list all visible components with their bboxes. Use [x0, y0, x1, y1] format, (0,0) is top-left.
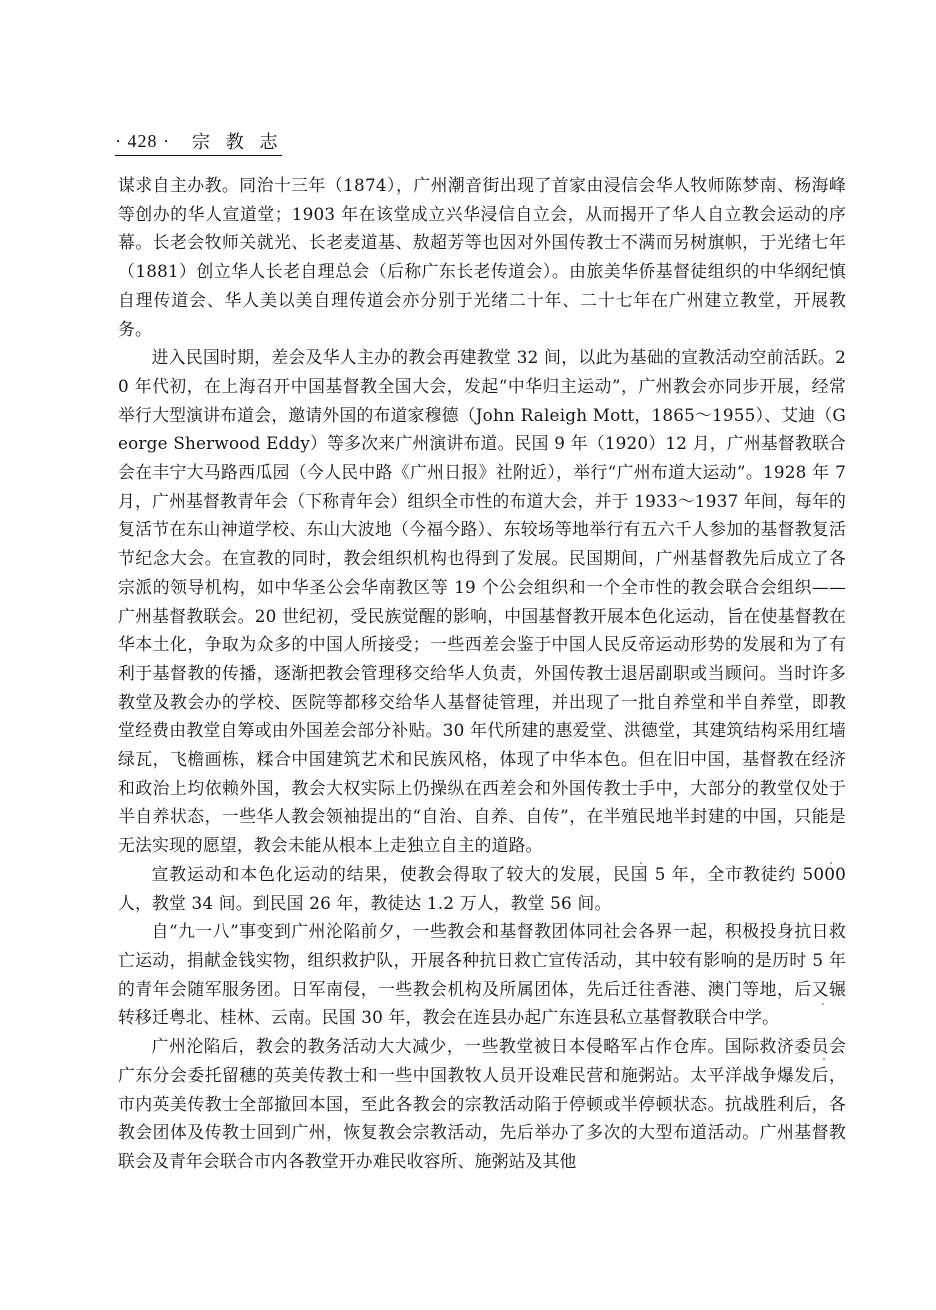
paragraph-growth-results: 宣教运动和本色化运动的结果，使教会得取了较大的发展，民国 5 年，全市教徒约 5000 人，教堂 34 间。到民国 26 年，教徒达 1.2 万人，教堂 56 间。 — [118, 863, 846, 913]
paragraph-continuation: 谋求自主办教。同治十三年（1874），广州潮音街出现了首家由浸信会华人牧师陈梦南、杨海峰等创办的华人宣道堂；1903 年在该堂成立兴华浸信自立会，从而揭开了华人自立教会运动的序幕。长老会牧师关就光、长老麦道基、敖超芳等也因对外国传教士不满而另树旗帜，于光绪七年（1881）创立华人长老自理总会（后称广东长老传道会）。由旅美华侨基督徒组织的中华纲纪慎自理传道会、华人美以美自理传道会亦分别于光绪二十年、二十七年在广州建立教堂，开展教务。 — [118, 175, 846, 339]
paragraph-occupation: 广州沦陷后，教会的教务活动大大减少，一些教堂被日本侵略军占作仓库。国际救济委员会广东分会委托留穗的英美传教士和一些中国教牧人员开设难民营和施粥站。太平洋战争爆发后，市内英美传教士全部撤回本国，至此各教会的宗教活动陷于停顿或半停顿状态。抗战胜利后，各教会团体及传教士回到广州，恢复教会宗教活动，先后举办了多次的大型布道活动。广州基督教联会及青年会联合市内各教堂开办难民收容所、施粥站及其他 — [118, 1036, 846, 1171]
page-number: · 428 · — [115, 130, 170, 151]
body-text — [118, 171, 846, 1176]
scan-speck — [640, 862, 642, 864]
running-header — [115, 128, 282, 156]
scan-speck — [822, 1003, 824, 1005]
paragraph-anti-japanese-war: 自“九一八”事变到广州沦陷前夕，一些教会和基督教团体同社会各界一起，积极投身抗日救亡运动，捐献金钱实物，组织救护队，开展各种抗日救亡宣传活动，其中较有影响的是历时 5 年的青年会随军服务团。日军南侵，一些教会机构及所属团体，先后迁往香港、澳门等地，后又辗转移迁粤北、桂林、云南。民国 30 年，教会在连县办起广东连县私立基督教联合中学。 — [118, 921, 846, 1028]
scan-speck — [830, 862, 832, 864]
scan-speck — [823, 1058, 825, 1060]
paragraph-republic-era: 进入民国时期，差会及华人主办的教会再建教堂 32 间，以此为基础的宣教活动空前活跃。20 年代初，在上海召开中国基督教全国大会，发起“中华归主运动”，广州教会亦同步开展，经常举行大型演讲布道会，邀请外国的布道家穆德（John Raleigh Mott，1865～1955）、艾迪（George Sherwood Eddy）等多次来广州演讲布道。民国 9 年（1920）12 月，广州基督教联合会在丰宁大马路西瓜园（今人民中路《广州日报》社附近），举行“广州布道大运动”。1928 年 7 月，广州基督教青年会（下称青年会）组织全市性的布道大会，并于 1933～1937 年间，每年的复活节在东山神道学校、东山大波地（今福今路）、东较场等地举行有五六千人参加的基督教复活节纪念大会。在宣教的同时，教会组织机构也得到了发展。民国期间，广州基督教先后成立了各宗派的领导机构，如中华圣公会华南教区等 19 个公会组织和一个全市性的教会联合会组织——广州基督教联会。20 世纪初，受民族觉醒的影响，中国基督教开展本色化运动，旨在使基督教在华本土化，争取为众多的中国人所接受；一些西差会鉴于中国人民反帝运动形势的发展和为了有利于基督教的传播，逐渐把教会管理移交给华人负责，外国传教士退居副职或当顾问。当时许多教堂及教会办的学校、医院等都移交给华人基督徒管理，并出现了一批自养堂和半自养堂，即教堂经费由教堂自筹或由外国差会部分补贴。30 年代所建的惠爱堂、洪德堂，其建筑结构采用红墙绿瓦，飞檐画栋，糅合中国建筑艺术和民族风格，体现了中华本色。但在旧中国，基督教在经济和政治上均依赖外国，教会大权实际上仍操纵在西差会和外国传教士手中，大部分的教堂仅处于半自养状态，一些华人教会领袖提出的“自治、自养、自传”，在半殖民地半封建的中国，只能是无法实现的愿望，教会未能从根本上走独立自主的道路。 — [118, 347, 846, 856]
book-title: 宗 教 志 — [192, 132, 283, 153]
